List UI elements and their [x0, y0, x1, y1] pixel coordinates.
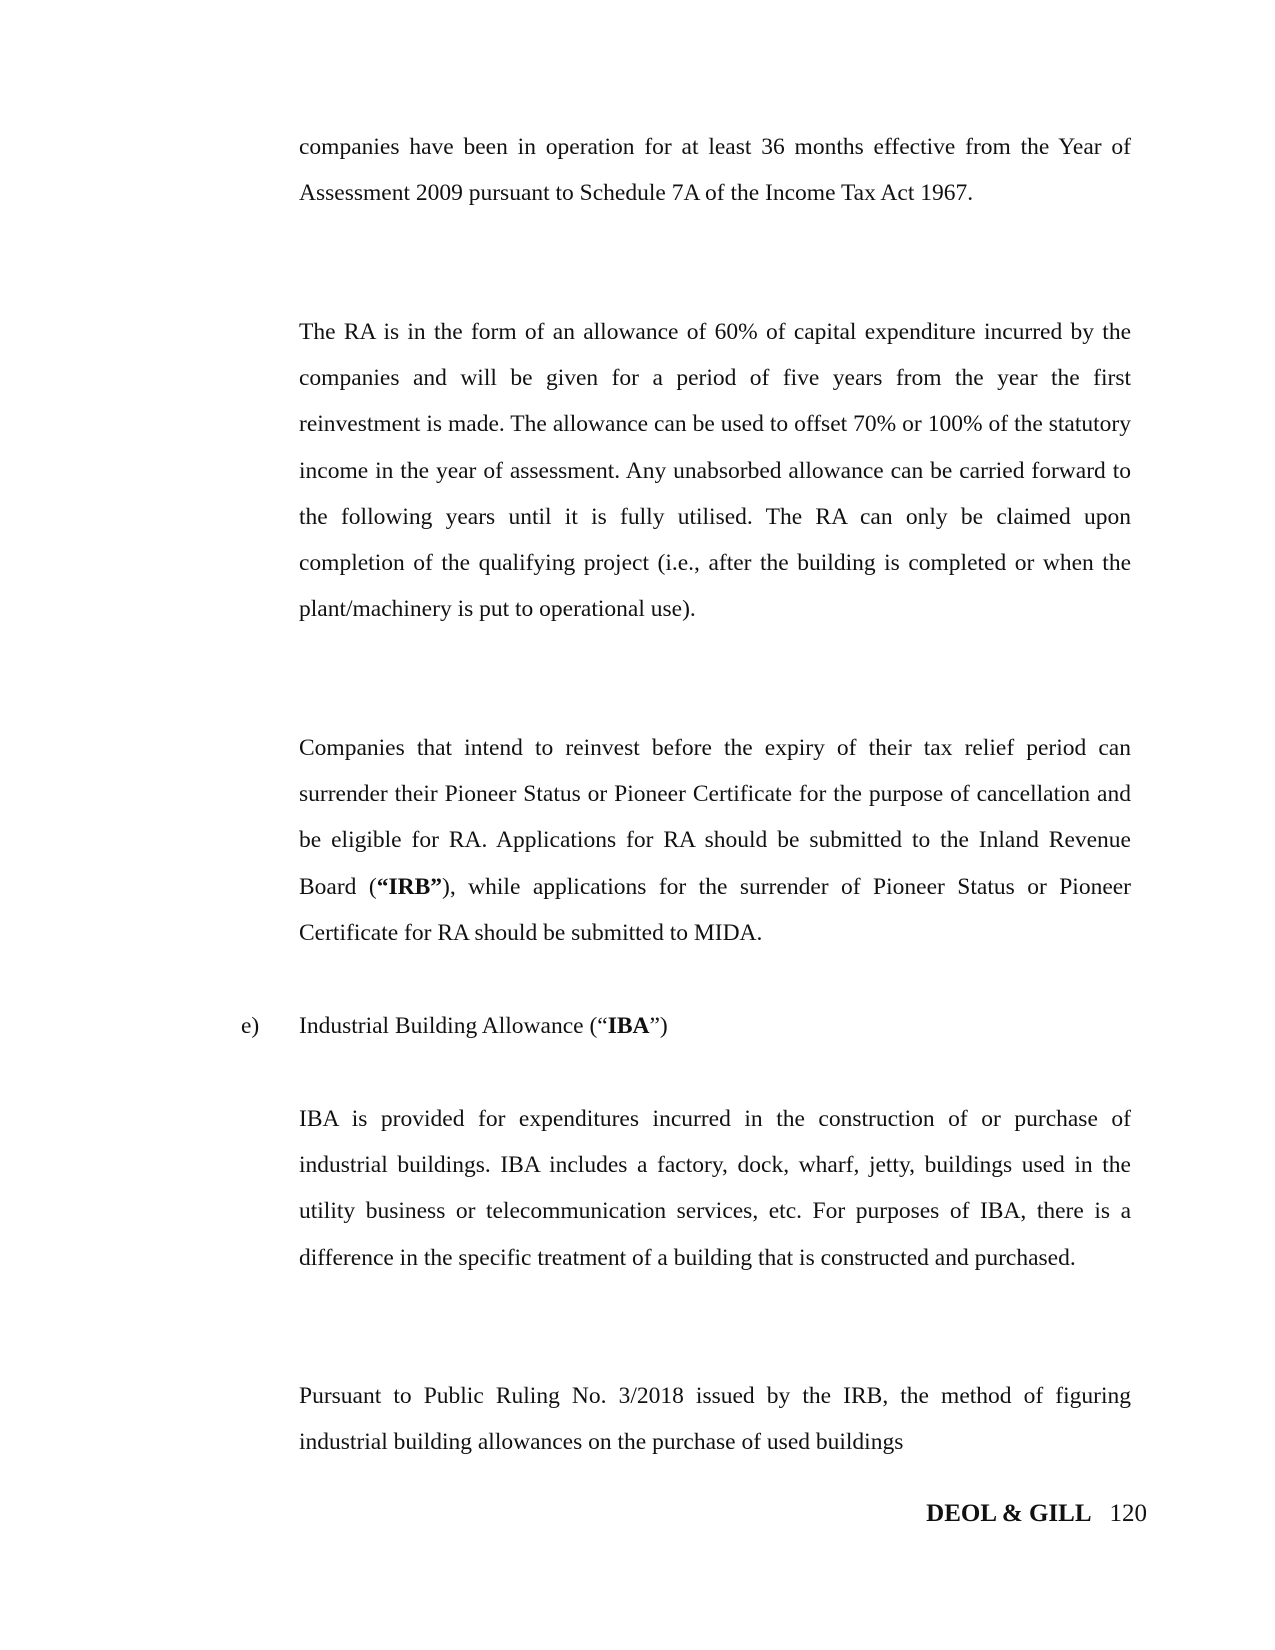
paragraph-ra-applications — [299, 725, 1131, 956]
paragraph-public-ruling: Pursuant to Public Ruling No. 3/2018 issued by the IRB, the method of figuring industrial building allowances on the purchase of used buildings — [299, 1383, 1131, 1456]
paragraph-ra-eligibility: companies have been in operation for at least 36 months effective from the Year of Assessment 2009 pursuant to Schedule 7A of the Income Tax Act 1967. — [299, 134, 1131, 207]
paragraph-ra-applications-text-2: ), while applications for the surrender of Pioneer Status or Pioneer Certificate for RA should be submitted to MIDA. — [299, 873, 1132, 946]
paragraph-iba-description: IBA is provided for expenditures incurred in the construction of or purchase of industrial buildings. IBA includes a factory, dock, wharf, jetty, buildings used in the utility business or telecommunication services, etc. For purposes of IBA, there is a difference in the specific treatment of a building that is constructed and purchased. — [299, 1106, 1131, 1271]
paragraph-ra-applications-text-1: Companies that intend to reinvest before the expiry of their tax relief period can surrender their Pioneer Status or Pioneer Certificate for the purpose of cancellation and be eligible for RA. Applications for RA should be submitted to the Inland Revenue Board ( — [299, 735, 1131, 900]
section-heading-text-2: ”) — [649, 1013, 668, 1039]
firm-name: DEOL & GILL — [926, 1500, 1092, 1527]
page-footer — [926, 1498, 1147, 1530]
irb-abbreviation: “IRB” — [376, 873, 443, 900]
section-heading-text-1: Industrial Building Allowance (“ — [299, 1013, 608, 1039]
section-heading — [299, 1003, 668, 1049]
paragraph-ra-allowance: The RA is in the form of an allowance of 60% of capital expenditure incurred by the companies and will be given for a period of five years from the year the first reinvestment is made. The allowance can be used to offset 70% or 100% of the statutory income in the year of assessment. Any unabsorbed allowance can be carried forward to the following years until it is fully utilised. The RA can only be claimed upon completion of the qualifying project (i.e., after the building is completed or when the plant/machinery is put to operational use). — [299, 319, 1131, 623]
section-marker: e) — [241, 1013, 260, 1039]
page-number: 120 — [1109, 1500, 1147, 1527]
iba-abbreviation: IBA — [607, 1013, 650, 1039]
